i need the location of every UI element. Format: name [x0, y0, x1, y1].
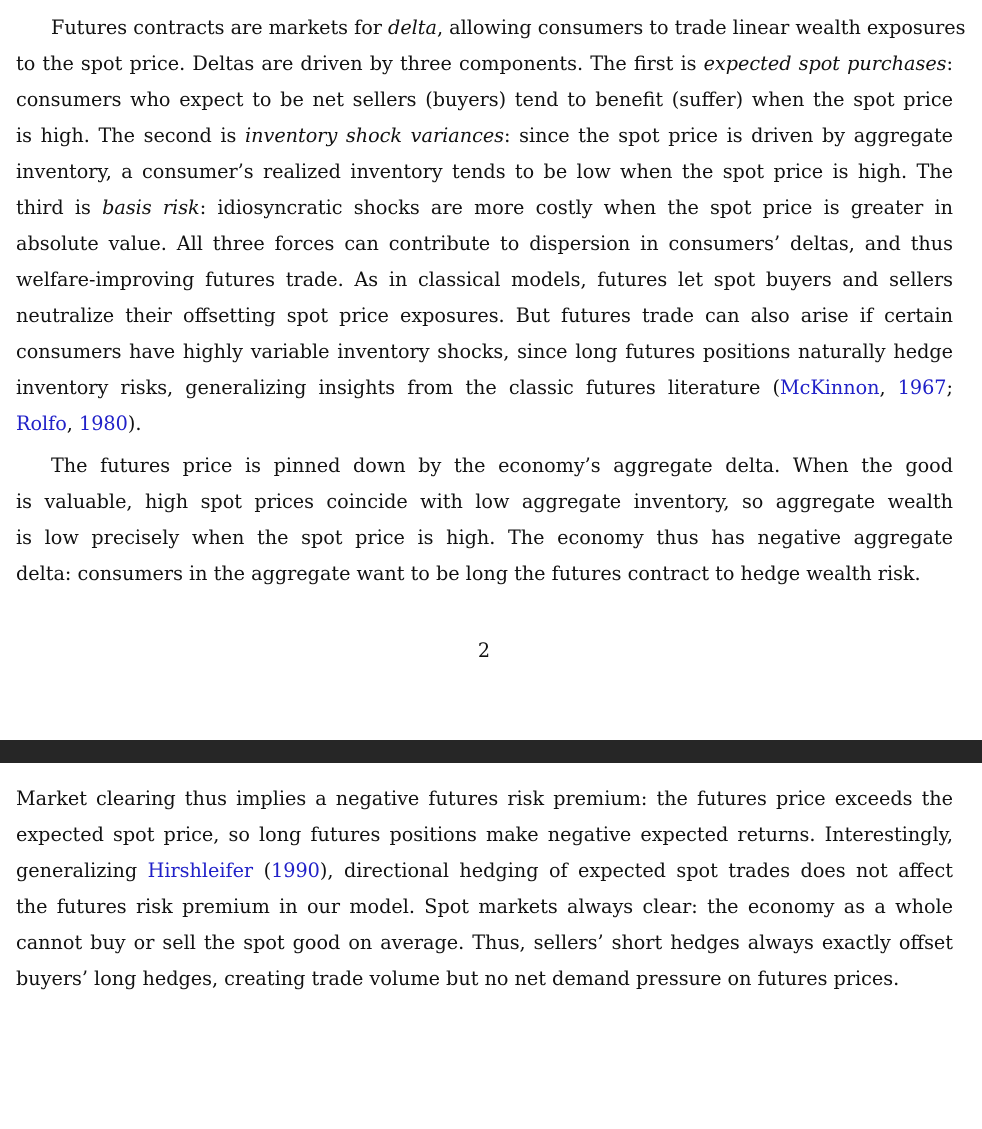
- citation-hirshleifer[interactable]: Hirshleifer: [147, 859, 254, 882]
- text-line: is low precisely when the spot price is high. The economy thus has negative aggregate: [16, 526, 953, 549]
- citation-rolfo-year[interactable]: 1980: [79, 412, 128, 435]
- text-line: is valuable, high spot prices coincide with low aggregate inventory, so aggregate wealth: [16, 490, 953, 513]
- paragraph-deltas: [16, 10, 966, 442]
- text-line: Rolfo, 1980).: [16, 412, 142, 435]
- text-line: welfare-improving futures trade. As in classical models, futures let spot buyers and sellers: [16, 268, 953, 291]
- page-number: 2: [477, 639, 491, 662]
- page-bottom: [0, 763, 982, 1129]
- text-line: neutralize their offsetting spot price exposures. But futures trade can also arise if certain: [16, 304, 953, 327]
- text-line: the futures risk premium in our model. Spot markets always clear: the economy as a whole: [16, 895, 953, 918]
- text-line: consumers have highly variable inventory shocks, since long futures positions naturally hedge: [16, 340, 953, 363]
- text-line: Market clearing thus implies a negative futures risk premium: the futures price exceeds the: [16, 787, 953, 810]
- citation-mckinnon-year[interactable]: 1967: [897, 376, 947, 399]
- emphasis-inventory-shock-variances: inventory shock variances: [244, 124, 505, 147]
- text-line: generalizing Hirshleifer (1990), directional hedging of expected spot trades does not affect: [16, 859, 953, 882]
- text-line: expected spot price, so long futures positions make negative expected returns. Interestingly,: [16, 823, 953, 846]
- text-line: third is basis risk: idiosyncratic shocks are more costly when the spot price is greater in: [16, 196, 954, 219]
- page-divider: [0, 740, 982, 763]
- emphasis-expected-spot-purchases: expected spot purchases: [703, 52, 947, 75]
- emphasis-basis-risk: basis risk: [102, 196, 200, 219]
- paragraph-futures-price: [16, 448, 953, 592]
- emphasis-delta: delta: [388, 16, 437, 39]
- paragraph-market-clearing: [16, 781, 953, 997]
- citation-hirshleifer-year[interactable]: 1990: [271, 859, 320, 882]
- text-line: absolute value. All three forces can contribute to dispersion in consumers’ deltas, and thus: [16, 232, 953, 255]
- text-line: to the spot price. Deltas are driven by three components. The first is expected spot purchases:: [16, 52, 953, 75]
- text-line: The futures price is pinned down by the economy’s aggregate delta. When the good: [51, 454, 953, 477]
- text-line: inventory, a consumer’s realized inventory tends to be low when the spot price is high. The: [16, 160, 953, 183]
- text-line: inventory risks, generalizing insights from the classic futures literature (McKinnon, 1967;: [16, 376, 953, 399]
- text-line: buyers’ long hedges, creating trade volume but no net demand pressure on futures prices.: [16, 967, 900, 990]
- text-line: is high. The second is inventory shock variances: since the spot price is driven by aggregate: [16, 124, 954, 147]
- text-line: Futures contracts are markets for delta, allowing consumers to trade linear wealth exposures: [51, 16, 966, 39]
- text-line: consumers who expect to be net sellers (buyers) tend to benefit (suffer) when the spot price: [16, 88, 953, 111]
- citation-mckinnon[interactable]: McKinnon: [779, 376, 880, 399]
- citation-rolfo[interactable]: Rolfo: [16, 412, 67, 435]
- text-line: delta: consumers in the aggregate want to be long the futures contract to hedge wealth risk.: [16, 562, 921, 585]
- text-line: cannot buy or sell the spot good on average. Thus, sellers’ short hedges always exactly offset: [16, 931, 953, 954]
